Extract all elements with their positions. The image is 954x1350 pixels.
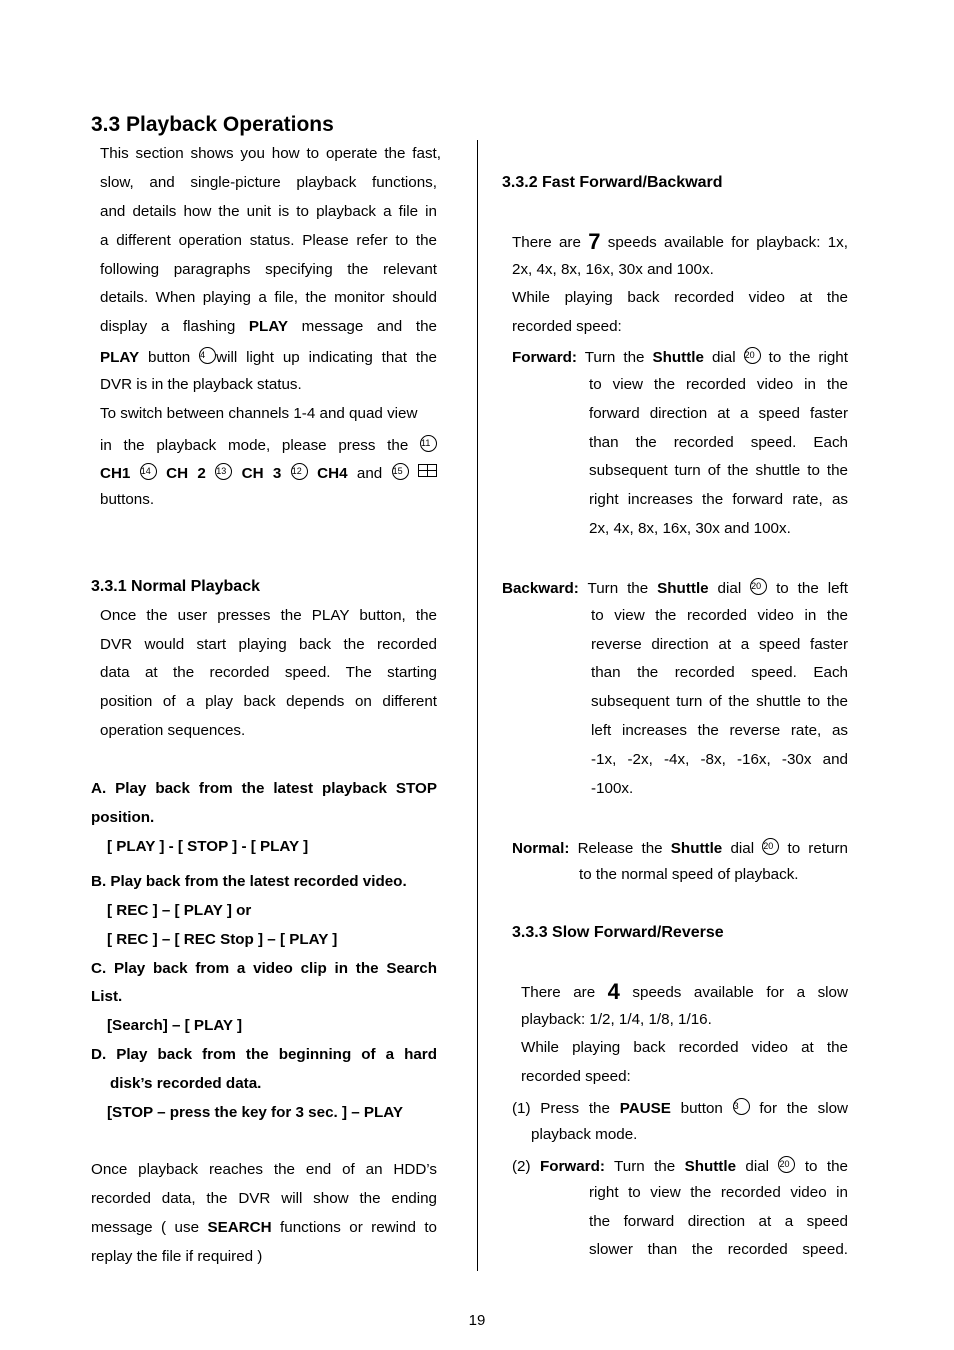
- fast-line: There are 7 speeds available for playback: 1x,: [512, 229, 848, 254]
- button-4-icon: 4: [199, 347, 216, 364]
- backward-line: Backward: Turn the Shuttle dial 20 to the left: [502, 580, 848, 597]
- normal-line: DVR would start playing back the recorded: [100, 636, 437, 653]
- backward-line: -100x.: [591, 780, 634, 797]
- page-number: 19: [468, 1312, 486, 1329]
- sequence-c-heading: List.: [91, 988, 123, 1005]
- sequence-d-heading: disk’s recorded data.: [110, 1075, 262, 1092]
- intro-line: buttons.: [100, 491, 155, 508]
- slow-forward-line: right to view the recorded video in: [589, 1184, 848, 1201]
- sequence-a-command: [ PLAY ] - [ STOP ] - [ PLAY ]: [107, 838, 309, 855]
- button-11-icon: 11: [420, 435, 437, 452]
- forward-line: forward direction at a speed faster: [589, 405, 848, 422]
- forward-line: than the recorded speed. Each: [589, 434, 848, 451]
- forward-line: subsequent turn of the shuttle to the: [589, 462, 848, 479]
- fast-line: While playing back recorded video at the: [512, 289, 848, 306]
- fast-line: 2x, 4x, 8x, 16x, 30x and 100x.: [512, 261, 714, 278]
- backward-line: to view the recorded video in the: [591, 607, 848, 624]
- intro-line: a different operation status. Please refer to the: [100, 232, 437, 249]
- normal-line: position of a play back depends on different: [100, 693, 437, 710]
- backward-line: -1x, -2x, -4x, -8x, -16x, -30x and: [591, 751, 848, 768]
- normal-line: operation sequences.: [100, 722, 246, 739]
- slow-forward-line: (2) Forward: Turn the Shuttle dial 20 to the: [512, 1158, 848, 1175]
- ending-line: recorded data, the DVR will show the ending: [91, 1190, 437, 1207]
- channel-buttons-line: CH1 14 CH 2 13 CH 3 12 CH4 and 15: [100, 463, 437, 484]
- button-12-icon: 12: [291, 463, 308, 480]
- sequence-a-heading: A. Play back from the latest playback STOP: [91, 780, 437, 797]
- sequence-c-heading: C. Play back from a video clip in the Search: [91, 960, 437, 977]
- backward-line: than the recorded speed. Each: [591, 664, 848, 681]
- sequence-b-command: [ REC ] – [ REC Stop ] – [ PLAY ]: [107, 931, 338, 948]
- backward-line: reverse direction at a speed faster: [591, 636, 848, 653]
- sequence-d-heading: D. Play back from the beginning of a hard: [91, 1046, 437, 1063]
- column-divider: [477, 140, 478, 1271]
- pause-step-line: (1) Press the PAUSE button 3 for the slow: [512, 1100, 848, 1117]
- intro-line: and details how the unit is to playback a file in: [100, 203, 437, 220]
- backward-line: subsequent turn of the shuttle to the: [591, 693, 848, 710]
- ending-line: message ( use SEARCH functions or rewind to: [91, 1219, 437, 1236]
- sequence-b-command: [ REC ] – [ PLAY ] or: [107, 902, 252, 919]
- section-heading-fast: 3.3.2 Fast Forward/Backward: [502, 174, 723, 191]
- slow-forward-line: the forward direction at a speed: [589, 1213, 848, 1230]
- intro-line: DVR is in the playback status.: [100, 376, 302, 393]
- ending-line: Once playback reaches the end of an HDD’s: [91, 1161, 437, 1178]
- normal-speed-line: to the normal speed of playback.: [579, 866, 799, 883]
- intro-line: details. When playing a file, the monitor should: [100, 289, 437, 306]
- shuttle-dial-icon: 20: [762, 838, 779, 855]
- slow-line: recorded speed:: [521, 1068, 631, 1085]
- normal-line: data at the recorded speed. The starting: [100, 664, 437, 681]
- sequence-d-command: [STOP – press the key for 3 sec. ] – PLAY: [107, 1104, 404, 1121]
- intro-line: PLAY button 4 will light up indicating that the: [100, 349, 437, 366]
- slow-line: There are 4 speeds available for a slow: [521, 979, 848, 1004]
- backward-line: left increases the reverse rate, as: [591, 722, 848, 739]
- normal-speed-line: Normal: Release the Shuttle dial 20 to return: [512, 840, 848, 857]
- button-13-icon: 13: [215, 463, 232, 480]
- sequence-b-heading: B. Play back from the latest recorded video.: [91, 873, 407, 890]
- intro-line: in the playback mode, please press the 11: [100, 435, 437, 456]
- forward-line: to view the recorded video in the: [589, 376, 848, 393]
- quad-view-icon: [418, 464, 437, 477]
- forward-line: right increases the forward rate, as: [589, 491, 848, 508]
- ending-line: replay the file if required ): [91, 1248, 263, 1265]
- slow-forward-line: slower than the recorded speed.: [589, 1241, 848, 1258]
- intro-line: slow, and single-picture playback functions,: [100, 174, 437, 191]
- intro-line: following paragraphs specifying the relevant: [100, 261, 437, 278]
- sequence-a-heading: position.: [91, 809, 155, 826]
- section-heading-normal-playback: 3.3.1 Normal Playback: [91, 578, 260, 595]
- button-15-icon: 15: [392, 463, 409, 480]
- intro-line: To switch between channels 1-4 and quad view: [100, 405, 418, 422]
- pause-step-line: playback mode.: [531, 1126, 638, 1143]
- pause-button-icon: 3: [733, 1098, 750, 1115]
- fast-line: recorded speed:: [512, 318, 622, 335]
- shuttle-dial-icon: 20: [778, 1156, 795, 1173]
- forward-line: Forward: Turn the Shuttle dial 20 to the right: [512, 349, 848, 366]
- section-heading-slow: 3.3.3 Slow Forward/Reverse: [512, 924, 724, 941]
- button-14-icon: 14: [140, 463, 157, 480]
- page-title: 3.3 Playback Operations: [91, 113, 334, 136]
- shuttle-dial-icon: 20: [750, 578, 767, 595]
- slow-line: playback: 1/2, 1/4, 1/8, 1/16.: [521, 1011, 712, 1028]
- slow-line: While playing back recorded video at the: [521, 1039, 848, 1056]
- shuttle-dial-icon: 20: [744, 347, 761, 364]
- intro-line: This section shows you how to operate the fast,: [100, 145, 441, 162]
- normal-line: Once the user presses the PLAY button, the: [100, 607, 437, 624]
- forward-line: 2x, 4x, 8x, 16x, 30x and 100x.: [589, 520, 791, 537]
- intro-line: display a flashing PLAY message and the: [100, 318, 437, 335]
- sequence-c-command: [Search] – [ PLAY ]: [107, 1017, 243, 1034]
